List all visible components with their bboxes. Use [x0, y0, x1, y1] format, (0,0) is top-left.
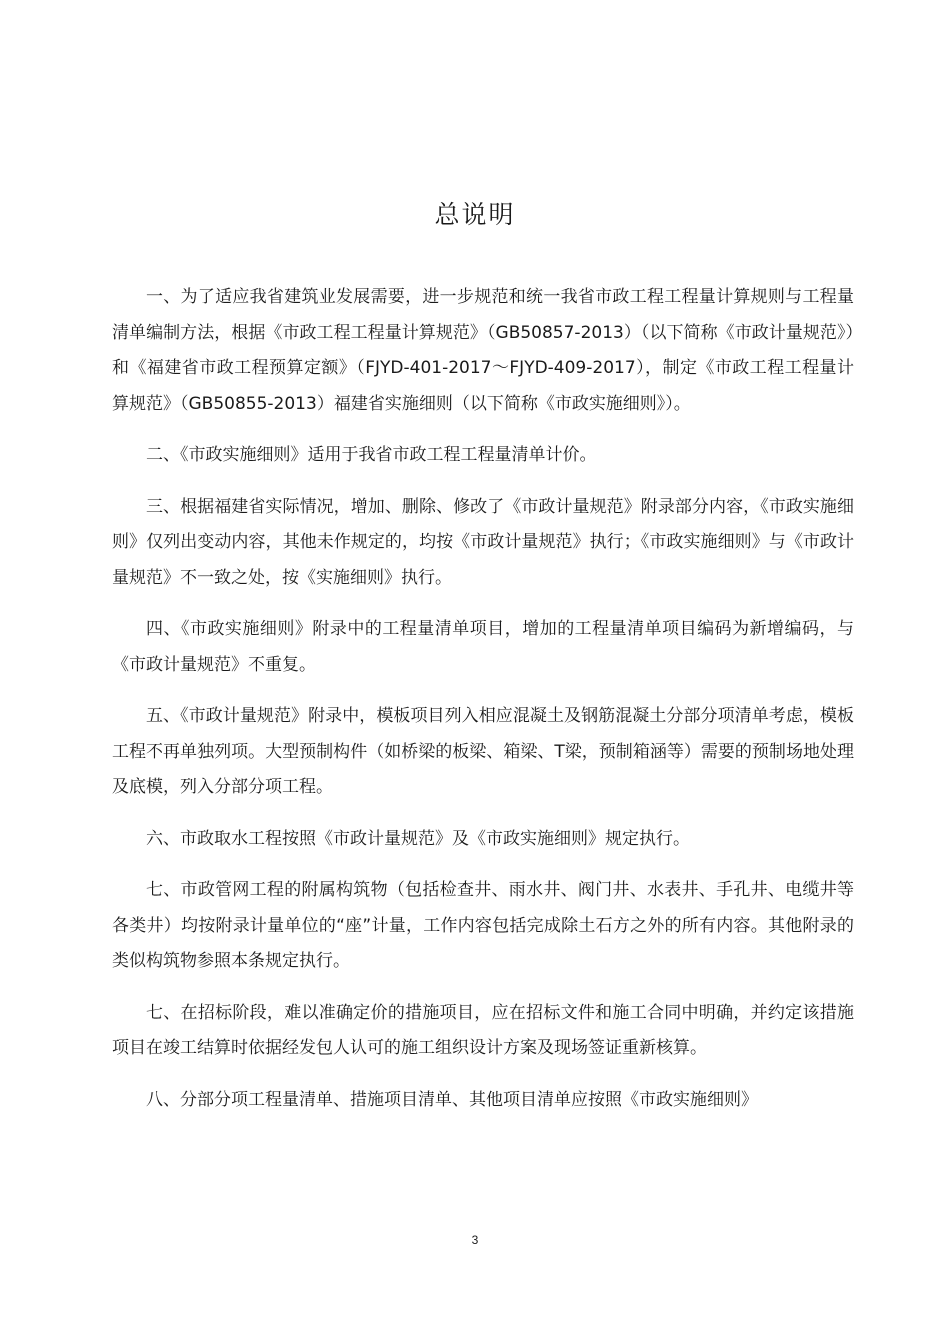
page-number: 3 — [471, 1233, 479, 1247]
paragraph-7: 七、市政管网工程的附属构筑物（包括检查井、雨水井、阀门井、水表井、手孔井、电缆井等各类井）均按附录计量单位的“座”计量，工作内容包括完成除土石方之外的所有内容。其他附录的类似构筑物参照本条规定执行。 — [112, 880, 854, 971]
paragraph-9: 八、分部分项工程量清单、措施项目清单、其他项目清单应按照《市政实施细则》 — [146, 1089, 758, 1110]
paragraph-6: 六、市政取水工程按照《市政计量规范》及《市政实施细则》规定执行。 — [146, 828, 690, 849]
paragraph-1: 一、为了适应我省建筑业发展需要，进一步规范和统一我省市政工程工程量计算规则与工程量清单编制方法，根据《市政工程工程量计算规范》（GB50857-2013）（以下简称《市政计量规范》）和《福建省市政工程预算定额》（FJYD-401-2017～FJYD-409-2017），制定《市政工程工程量计算规范》（GB50855-2013）福建省实施细则（以下简称《市政实施细则》）。 — [112, 287, 854, 414]
paragraph-5: 五、《市政计量规范》附录中，模板项目列入相应混凝土及钢筋混凝土分部分项清单考虑，模板工程不再单独列项。大型预制构件（如桥梁的板梁、箱梁、T梁，预制箱涵等）需要的预制场地处理及底模，列入分部分项工程。 — [112, 706, 854, 797]
paragraph-2: 二、《市政实施细则》适用于我省市政工程工程量清单计价。 — [146, 445, 597, 465]
page-title: 总说明 — [434, 200, 516, 229]
document-body — [112, 280, 854, 1134]
paragraph-8: 七、在招标阶段，难以准确定价的措施项目，应在招标文件和施工合同中明确，并约定该措施项目在竣工结算时依据经发包人认可的施工组织设计方案及现场签证重新核算。 — [112, 1002, 854, 1058]
paragraph-3: 三、根据福建省实际情况，增加、删除、修改了《市政计量规范》附录部分内容，《市政实施细则》仅列出变动内容，其他未作规定的，均按《市政计量规范》执行；《市政实施细则》与《市政计量规范》不一致之处，按《实施细则》执行。 — [112, 496, 854, 588]
paragraph-4: 四、《市政实施细则》附录中的工程量清单项目，增加的工程量清单项目编码为新增编码，与《市政计量规范》不重复。 — [112, 619, 854, 675]
